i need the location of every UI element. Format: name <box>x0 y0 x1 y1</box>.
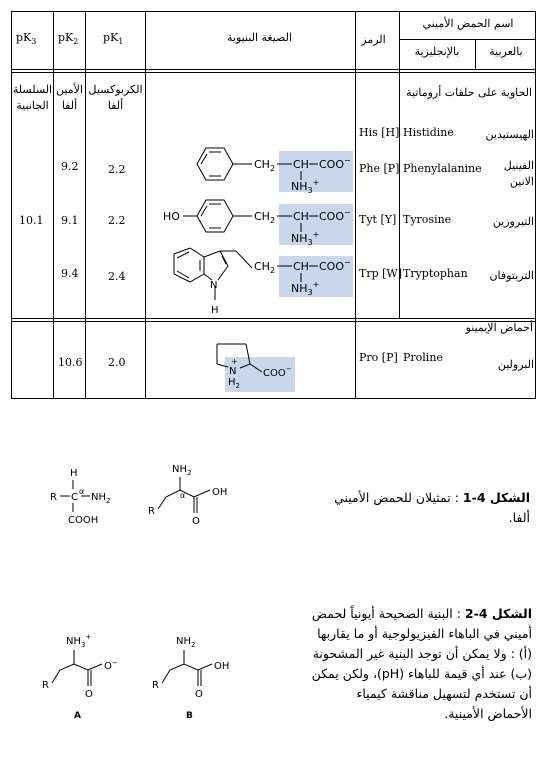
row-divider <box>11 72 536 73</box>
symbol-tyr: Tyt [Y] <box>359 213 397 226</box>
row-divider <box>11 69 536 70</box>
header-structural-formula: الصيغة البنيوية <box>227 31 292 44</box>
figure-1-label: الشكل 4-1 <box>462 490 530 505</box>
pk3-tyr: 10.1 <box>19 214 44 227</box>
fig1-nh2: $NH_2$ <box>91 492 111 505</box>
tyr-nh3: $NH_3^+$ <box>291 230 320 247</box>
arabic-his: الهيستيدين <box>485 128 534 141</box>
pk1-phe: 2.2 <box>108 163 126 176</box>
phe-ch: CH <box>293 158 309 171</box>
header-pk1: $pK_1$ <box>103 31 124 47</box>
fig2-a-r: R <box>42 680 49 691</box>
pk1-pro: 2.0 <box>108 356 126 369</box>
tyr-phenol-ring <box>183 200 252 232</box>
header-amino-acid-name: اسم الحمض الأميني <box>422 17 514 30</box>
figure-2-caption-line: : البنية الصحيحة أيونياً لحمض <box>311 606 465 621</box>
symbol-phe: Phe [P] <box>359 162 400 175</box>
figure-2-caption-line: الأحماض الأمينية. <box>444 706 532 721</box>
symbol-his: His [H] <box>359 126 400 139</box>
fig1-right-oh: OH <box>212 487 228 498</box>
fig2-b-nh2: $NH_2$ <box>176 636 196 649</box>
symbol-pro: Pro [P] <box>359 351 398 364</box>
english-his: Histidine <box>403 126 454 139</box>
pro-pyrrolidine-ring <box>217 344 262 372</box>
subheader-alpha-amine: الأمين ألفا <box>56 83 83 112</box>
subheader-alpha-carboxyl: الكربوكسيل ألفا <box>88 83 143 112</box>
pro-n-plus: + <box>231 357 238 366</box>
trp-indole-ring <box>174 248 252 300</box>
figure-2-caption-line: (ب) عند أي قيمة للباهاء (pH)، ولكن يمكن <box>311 666 532 681</box>
trp-h: H <box>211 305 219 316</box>
pro-n: N <box>229 366 237 377</box>
fig2-b-label: B <box>186 711 193 721</box>
figure-2-caption-line: (أ) : ولا يمكن أن توجد البنية غير المشحونة <box>312 646 532 661</box>
pk1-tyr: 2.2 <box>108 214 126 227</box>
figure-1-caption-text: : تمثيلان للحمض الأميني ألفا. <box>334 490 530 525</box>
phe-nh3: $NH_3^+$ <box>291 178 320 195</box>
fig1-r: R <box>50 492 57 503</box>
figure-2-caption-line: أن تستخدم لتسهيل مناقشة كيمياء <box>356 686 532 701</box>
group-imino-label: أحماض الإيمينو <box>465 321 533 334</box>
fig1-right-r: R <box>148 506 155 517</box>
phe-coo: COO− <box>319 156 351 171</box>
pk2-pro: 10.6 <box>58 356 83 369</box>
row-divider <box>399 39 536 40</box>
fig1-right-alpha: α <box>180 491 186 500</box>
header-pk3: $pK_3$ <box>16 31 37 47</box>
figure-1-caption <box>330 488 530 528</box>
pk2-trp: 9.4 <box>61 267 79 280</box>
row-divider <box>11 318 536 319</box>
pk2-phe: 9.2 <box>61 160 79 173</box>
subheader-side-chain: السلسلة الجانبية <box>12 83 53 112</box>
trp-n: N <box>210 280 218 291</box>
tyr-ch: CH <box>293 210 309 223</box>
header-pk2: $pK_2$ <box>58 31 79 47</box>
fig1-c: C <box>71 492 78 503</box>
figure-2-caption-line: أميني في الباهاء الفيزيولوجية أو ما يقاربها <box>317 626 532 641</box>
pk2-tyr: 9.1 <box>61 214 79 227</box>
header-symbol: الرمز <box>361 33 386 46</box>
trp-nh3: $NH_3^+$ <box>291 280 320 297</box>
figure-2-caption <box>270 604 532 724</box>
phe-ch2: $CH_2$ <box>254 158 276 173</box>
tyr-coo: COO− <box>319 208 351 223</box>
english-phe: Phenylalanine <box>403 162 482 175</box>
group-aromatic-label: الحاوية على حلقات أروماتية <box>406 86 532 99</box>
col-divider <box>475 39 476 69</box>
fig1-h: H <box>70 468 78 479</box>
fig1-right-o: O <box>192 516 200 527</box>
english-tyr: Tyrosine <box>403 213 452 226</box>
trp-ch2: $CH_2$ <box>254 260 276 275</box>
figure-2-structures <box>40 628 240 728</box>
figure-2-label: الشكل 4-2 <box>464 606 532 621</box>
fig2-b-r: R <box>152 680 159 691</box>
pro-h2: $H_2$ <box>228 377 240 390</box>
arabic-phe: الفينيل الانين <box>503 159 534 188</box>
pk1-trp: 2.4 <box>108 270 126 283</box>
arabic-tyr: التيروزين <box>492 215 534 228</box>
arabic-trp: التريتوفان <box>489 269 534 282</box>
header-arabic: بالعربية <box>489 45 523 58</box>
header-english: بالإنجليزية <box>414 45 460 58</box>
fig2-a-o-minus: O− <box>104 659 118 672</box>
arabic-pro: البرولين <box>497 358 534 371</box>
fig2-a-nh3: $NH_3^+$ <box>66 633 92 649</box>
trp-ch: CH <box>293 260 309 273</box>
fig1-cooh: COOH <box>68 515 99 526</box>
pro-formula <box>200 330 310 392</box>
fig2-b-o: O <box>195 689 203 700</box>
tyr-ch2: $CH_2$ <box>254 210 276 225</box>
fig2-b-oh: OH <box>214 661 230 672</box>
pro-coo: COO− <box>263 365 292 379</box>
fig2-a-label: A <box>74 711 81 721</box>
tyr-ho: HO <box>163 210 180 223</box>
fig2-a-o: O <box>85 689 93 700</box>
trp-coo: COO− <box>319 258 351 273</box>
aromatic-formulas <box>146 130 355 318</box>
phe-benzene-ring <box>197 148 252 180</box>
symbol-trp: Trp [W] <box>359 267 403 280</box>
english-trp: Tryptophan <box>403 267 468 280</box>
fig1-alpha: α <box>79 487 85 496</box>
figure-1-structures <box>40 450 270 540</box>
english-pro: Proline <box>403 351 443 364</box>
fig1-right-nh2: $NH_2$ <box>172 464 192 477</box>
